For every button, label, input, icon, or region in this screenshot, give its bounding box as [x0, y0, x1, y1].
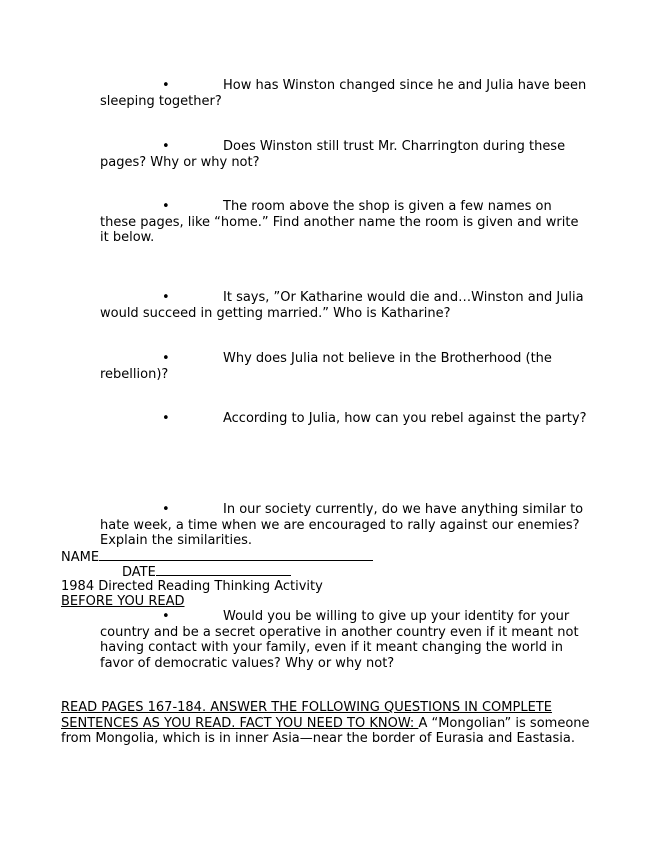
date-label: DATE: [122, 565, 156, 580]
before-question: [100, 609, 590, 671]
name-label: NAME: [61, 550, 100, 565]
question-text: It says, ”Or Katharine would die and…Winston and Julia would succeed in getting married.” Who is Katharine?: [100, 290, 584, 321]
bullet-icon: •: [162, 139, 170, 154]
question-3: [100, 199, 590, 246]
question-text: How has Winston changed since he and Julia have been sleeping together?: [100, 78, 587, 109]
question-2: [100, 139, 590, 170]
question-4: [100, 290, 590, 321]
question-text: The room above the shop is given a few names on these pages, like “home.” Find another name the room is given and write it below.: [100, 199, 579, 245]
question-5: [100, 351, 590, 382]
question-text: In our society currently, do we have anything similar to hate week, a time when we are encouraged to rally against our enemies? Explain the similarities.: [100, 502, 584, 548]
name-blank-line[interactable]: [99, 548, 373, 561]
instructions-underlined: READ PAGES 167-184. ANSWER THE FOLLOWING QUESTIONS IN COMPLETE SENTENCES AS YOU READ. FACT YOU NEED TO KNOW:: [61, 700, 552, 731]
instructions-plain: A “Mongolian” is someone from Mongolia, which is in inner Asia—near the border of Eurasia and Eastasia.: [61, 715, 590, 746]
bullet-icon: •: [162, 199, 170, 214]
bullet-icon: •: [162, 290, 170, 305]
question-6: [100, 411, 590, 427]
reading-instructions: [61, 700, 591, 747]
before-you-read-heading: BEFORE YOU READ: [61, 594, 185, 609]
question-1: [100, 78, 590, 109]
question-text: According to Julia, how can you rebel against the party?: [223, 411, 587, 426]
activity-title: 1984 Directed Reading Thinking Activity: [61, 579, 323, 594]
bullet-icon: •: [162, 502, 170, 517]
date-field[interactable]: [122, 563, 291, 581]
question-7: [100, 502, 590, 549]
question-text: Does Winston still trust Mr. Charrington during these pages? Why or why not?: [100, 139, 566, 170]
bullet-icon: •: [162, 78, 170, 93]
bullet-icon: •: [162, 351, 170, 366]
bullet-icon: •: [162, 411, 170, 426]
question-text: Why does Julia not believe in the Brotherhood (the rebellion)?: [100, 351, 552, 382]
date-blank-line[interactable]: [156, 563, 291, 576]
bullet-icon: •: [162, 609, 170, 624]
question-text: Would you be willing to give up your identity for your country and be a secret operative in another country even if it meant not having contact with your family, even if it meant changing the world in favor of democratic values? Why or why not?: [100, 609, 579, 671]
